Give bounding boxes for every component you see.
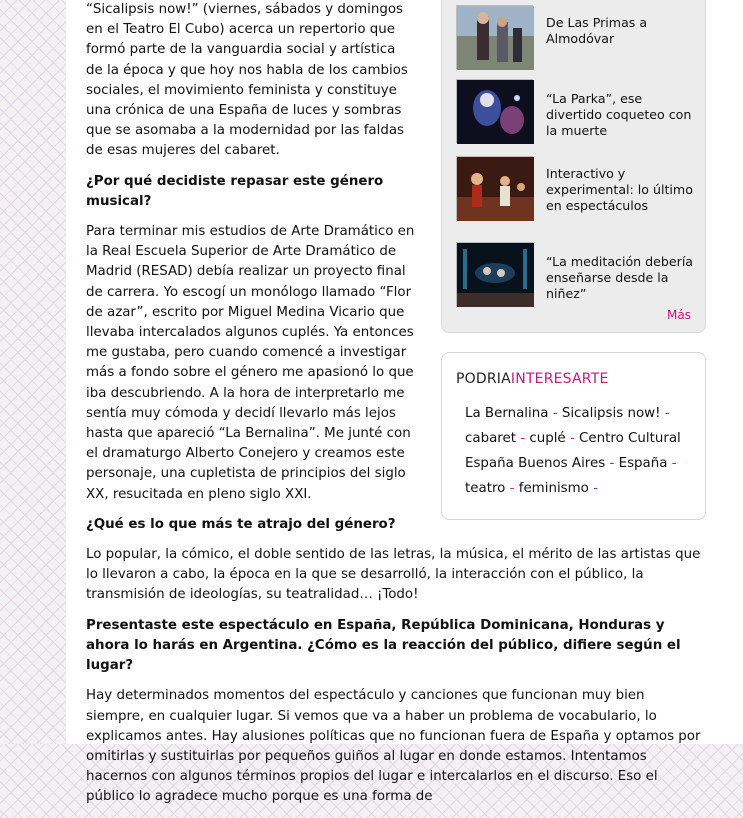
related-item[interactable]: [456, 79, 696, 145]
article-question: Presentaste este espectáculo en España, República Dominicana, Honduras y ahora lo harás en Argentina. ¿Cómo es la reacción del público, difiere según el lugar?: [86, 617, 681, 674]
tag-link[interactable]: cabaret: [465, 431, 516, 446]
related-item[interactable]: [456, 156, 696, 222]
tag-separator: -: [520, 431, 526, 446]
tag-separator: -: [593, 481, 598, 496]
related-thumbnail[interactable]: [456, 242, 533, 306]
related-title[interactable]: “La Parka”, ese divertido coqueteo con la muerte: [546, 91, 692, 138]
related-articles-box: [441, 0, 706, 333]
tag-link[interactable]: Sicalipsis now!: [561, 406, 661, 421]
page: [66, 0, 743, 805]
more-link[interactable]: Más: [667, 308, 691, 322]
tags-box: [441, 352, 706, 520]
related-item[interactable]: [456, 242, 696, 308]
tags-list: [465, 401, 685, 501]
related-title[interactable]: De Las Primas a Almodóvar: [546, 15, 648, 46]
article-paragraph: “Sicalipsis now!” (viernes, sábados y domingos en el Teatro El Cubo) acerca un repertorio que formó parte de la vanguardia social y artística de la época y que hoy nos habla de los cambios sociales, el movimiento feminista y constituye una crónica de una España de luces y sombras que se asomaba a la modernidad por las faldas de esas mujeres del cabaret.: [86, 2, 408, 159]
related-title[interactable]: “La meditación debería enseñarse desde la niñez”: [546, 254, 694, 301]
tag-link[interactable]: cuplé: [529, 431, 566, 446]
related-item[interactable]: [456, 5, 696, 71]
article-question: ¿Qué es lo que más te atrajo del género?: [86, 516, 396, 532]
article-paragraph-text: Lo popular, la cómico, el doble sentido de las letras, la música, el mérito de las artistas que lo llevaron a cabo, la época en la que se desarrolló, la interacción con el público, la transmisión de ideologías, su teatralidad… ¡Todo!: [86, 547, 701, 603]
article-paragraph: Para terminar mis estudios de Arte Dramático en la Real Escuela Superior de Arte Dramático de Madrid (RESAD) debía realizar un proyecto final de carrera. Yo escogí un monólogo llamado “Flor de azar”, escrito por Miguel Medina Vicario que llevaba intercalados algunos cuplés. Ya entonces me gustaba, pero cuando comencé a investigar más a fondo sobre el género me apasionó lo que iba descubriendo. A la hora de interpretarlo me sentía muy cómoda y decidí llevarlo más lejos hasta que apareció “La Bernalina”. Me junté con el dramaturgo Alberto Conejero y creamos este personaje, una cupletista de principios del siglo XX, resucitada en pleno siglo XXI.: [86, 224, 415, 502]
tag-separator: -: [509, 481, 515, 496]
tag-separator: -: [569, 431, 575, 446]
related-thumbnail[interactable]: [456, 156, 533, 220]
article-paragraph: Hay determinados momentos del espectáculo y canciones que funcionan muy bien siempre, en cualquier lugar. Si vemos que va a haber un problema de vocabulario, lo explicamos antes. Hay alusiones políticas que no funcionan fuera de España y optamos por omitirlas y sustituirlas por pequeños guiños al lugar en donde estamos. Intentamos hacernos con algunos términos propios del lugar e intercalarlos en el discurso. Eso el público lo agradece mucho porque es una forma de: [86, 688, 701, 805]
article-question: ¿Por qué decidiste repasar este género musical?: [86, 173, 384, 209]
tag-separator: -: [609, 456, 615, 471]
tags-heading-part1: PODRIA: [456, 371, 511, 387]
tag-link[interactable]: España: [618, 456, 668, 471]
tag-separator: -: [552, 406, 558, 421]
tag-link[interactable]: feminismo: [518, 481, 589, 496]
related-thumbnail[interactable]: [456, 79, 533, 143]
tag-link[interactable]: La Bernalina: [465, 406, 549, 421]
tag-separator: -: [664, 406, 670, 421]
related-title[interactable]: Interactivo y experimental: lo último en espectáculos: [546, 166, 693, 213]
tag-separator: -: [671, 456, 677, 471]
tag-link[interactable]: Centro Cultural España Buenos Aires: [465, 431, 681, 471]
article-paragraph: [86, 545, 706, 606]
tags-heading: [456, 371, 609, 387]
tag-link[interactable]: teatro: [465, 481, 506, 496]
tags-heading-part2: INTERESARTE: [510, 371, 609, 387]
related-thumbnail[interactable]: [456, 5, 533, 69]
